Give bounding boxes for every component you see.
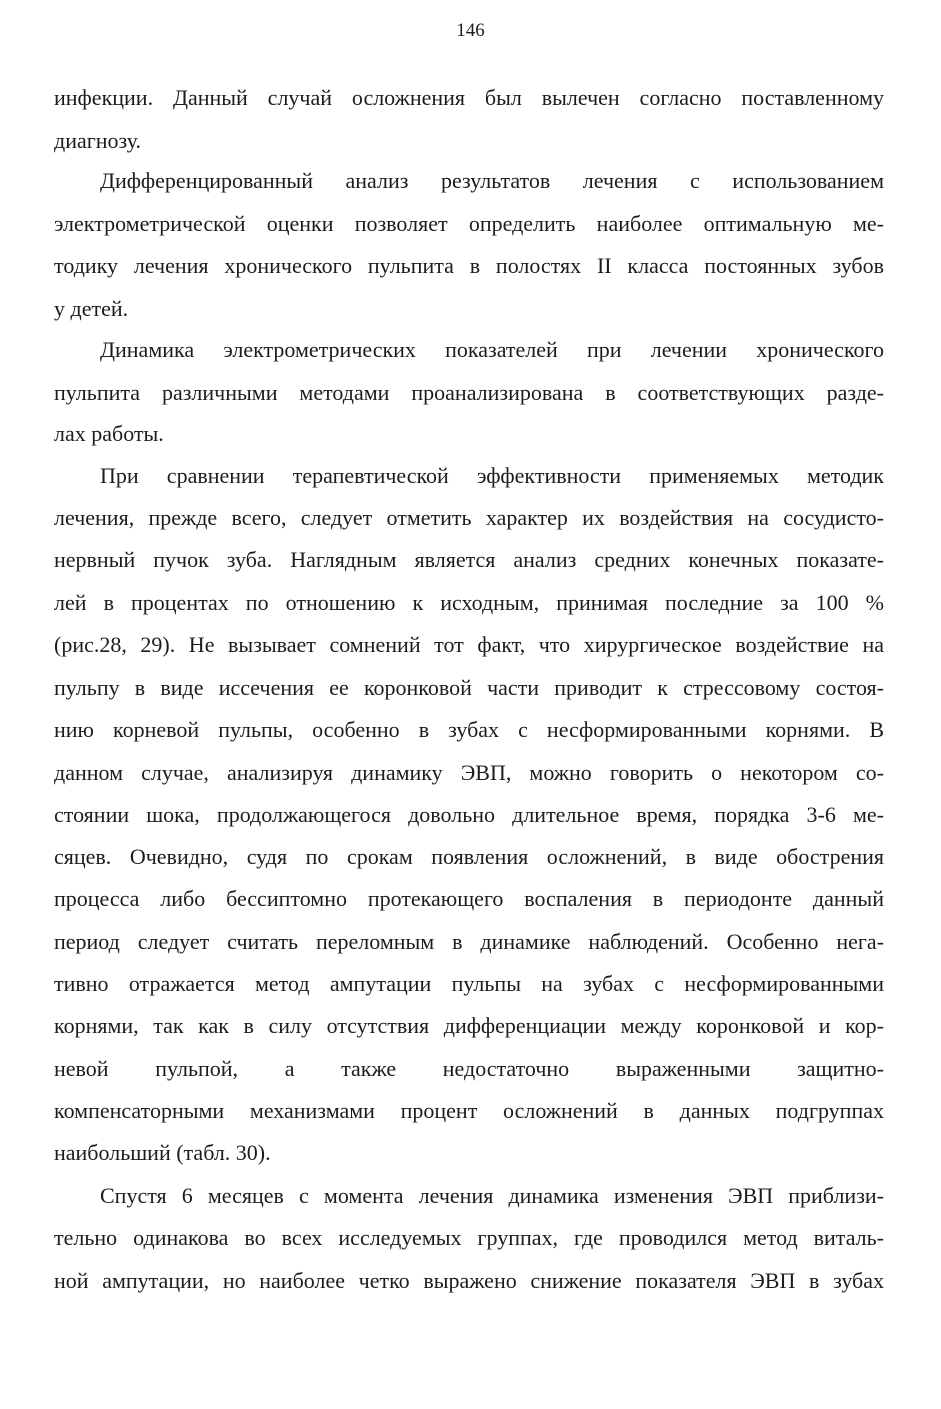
text-line: тодику лечения хронического пульпита в полостях II класса постоянных зубов [54, 253, 884, 278]
text-line: диагнозу. [54, 128, 142, 153]
text-line: лей в процентах по отношению к исходным, принимая последние за 100 % [54, 590, 884, 615]
text-line: инфекции. Данный случай осложнения был вылечен согласно поставленному [54, 85, 884, 110]
text-line: процесса либо бессиптомно протекающего воспаления в периодонте данный [54, 886, 884, 911]
text-line: нервный пучок зуба. Наглядным является анализ средних конечных показате- [54, 547, 884, 572]
text-line: тельно одинакова во всех исследуемых группах, где проводился метод виталь- [54, 1225, 884, 1250]
text-line: Динамика электрометрических показателей при лечении хронического [100, 337, 884, 362]
text-line: нию корневой пульпы, особенно в зубах с несформированными корнями. В [54, 717, 884, 742]
text-line: пульпу в виде иссечения ее коронковой части приводит к стрессовому состоя- [54, 675, 884, 700]
text-line: у детей. [54, 296, 129, 321]
text-line: лах работы. [54, 421, 164, 446]
page-number: 146 [456, 20, 485, 41]
text-line: корнями, так как в силу отсутствия дифференциации между коронковой и кор- [54, 1013, 884, 1038]
text-line: данном случае, анализируя динамику ЭВП, можно говорить о некотором со- [54, 760, 884, 785]
text-line: период следует считать переломным в динамике наблюдений. Особенно нега- [54, 929, 884, 954]
text-line: сяцев. Очевидно, судя по срокам появления осложнений, в виде обострения [54, 844, 884, 869]
text-line: стоянии шока, продолжающегося довольно длительное время, порядка 3-6 ме- [54, 802, 884, 827]
text-line: При сравнении терапевтической эффективности применяемых методик [100, 463, 884, 488]
text-line: Спустя 6 месяцев с момента лечения динамика изменения ЭВП приблизи- [100, 1183, 884, 1208]
text-line: пульпита различными методами проанализирована в соответствующих разде- [54, 380, 884, 405]
text-line: (рис.28, 29). Не вызывает сомнений тот факт, что хирургическое воздействие на [54, 632, 884, 657]
text-line: тивно отражается метод ампутации пульпы на зубах с несформированными [54, 971, 884, 996]
text-line: невой пульпой, а также недостаточно выраженными защитно- [54, 1056, 884, 1081]
text-line: компенсаторными механизмами процент осложнений в данных подгруппах [54, 1098, 884, 1123]
text-line: наибольший (табл. 30). [54, 1140, 271, 1165]
text-line: электрометрической оценки позволяет определить наиболее оптимальную ме- [54, 211, 884, 236]
text-line: Дифференцированный анализ результатов лечения с использованием [100, 168, 884, 193]
text-line: ной ампутации, но наиболее четко выражено снижение показателя ЭВП в зубах [54, 1268, 884, 1293]
text-line: лечения, прежде всего, следует отметить характер их воздействия на сосудисто- [54, 505, 884, 530]
